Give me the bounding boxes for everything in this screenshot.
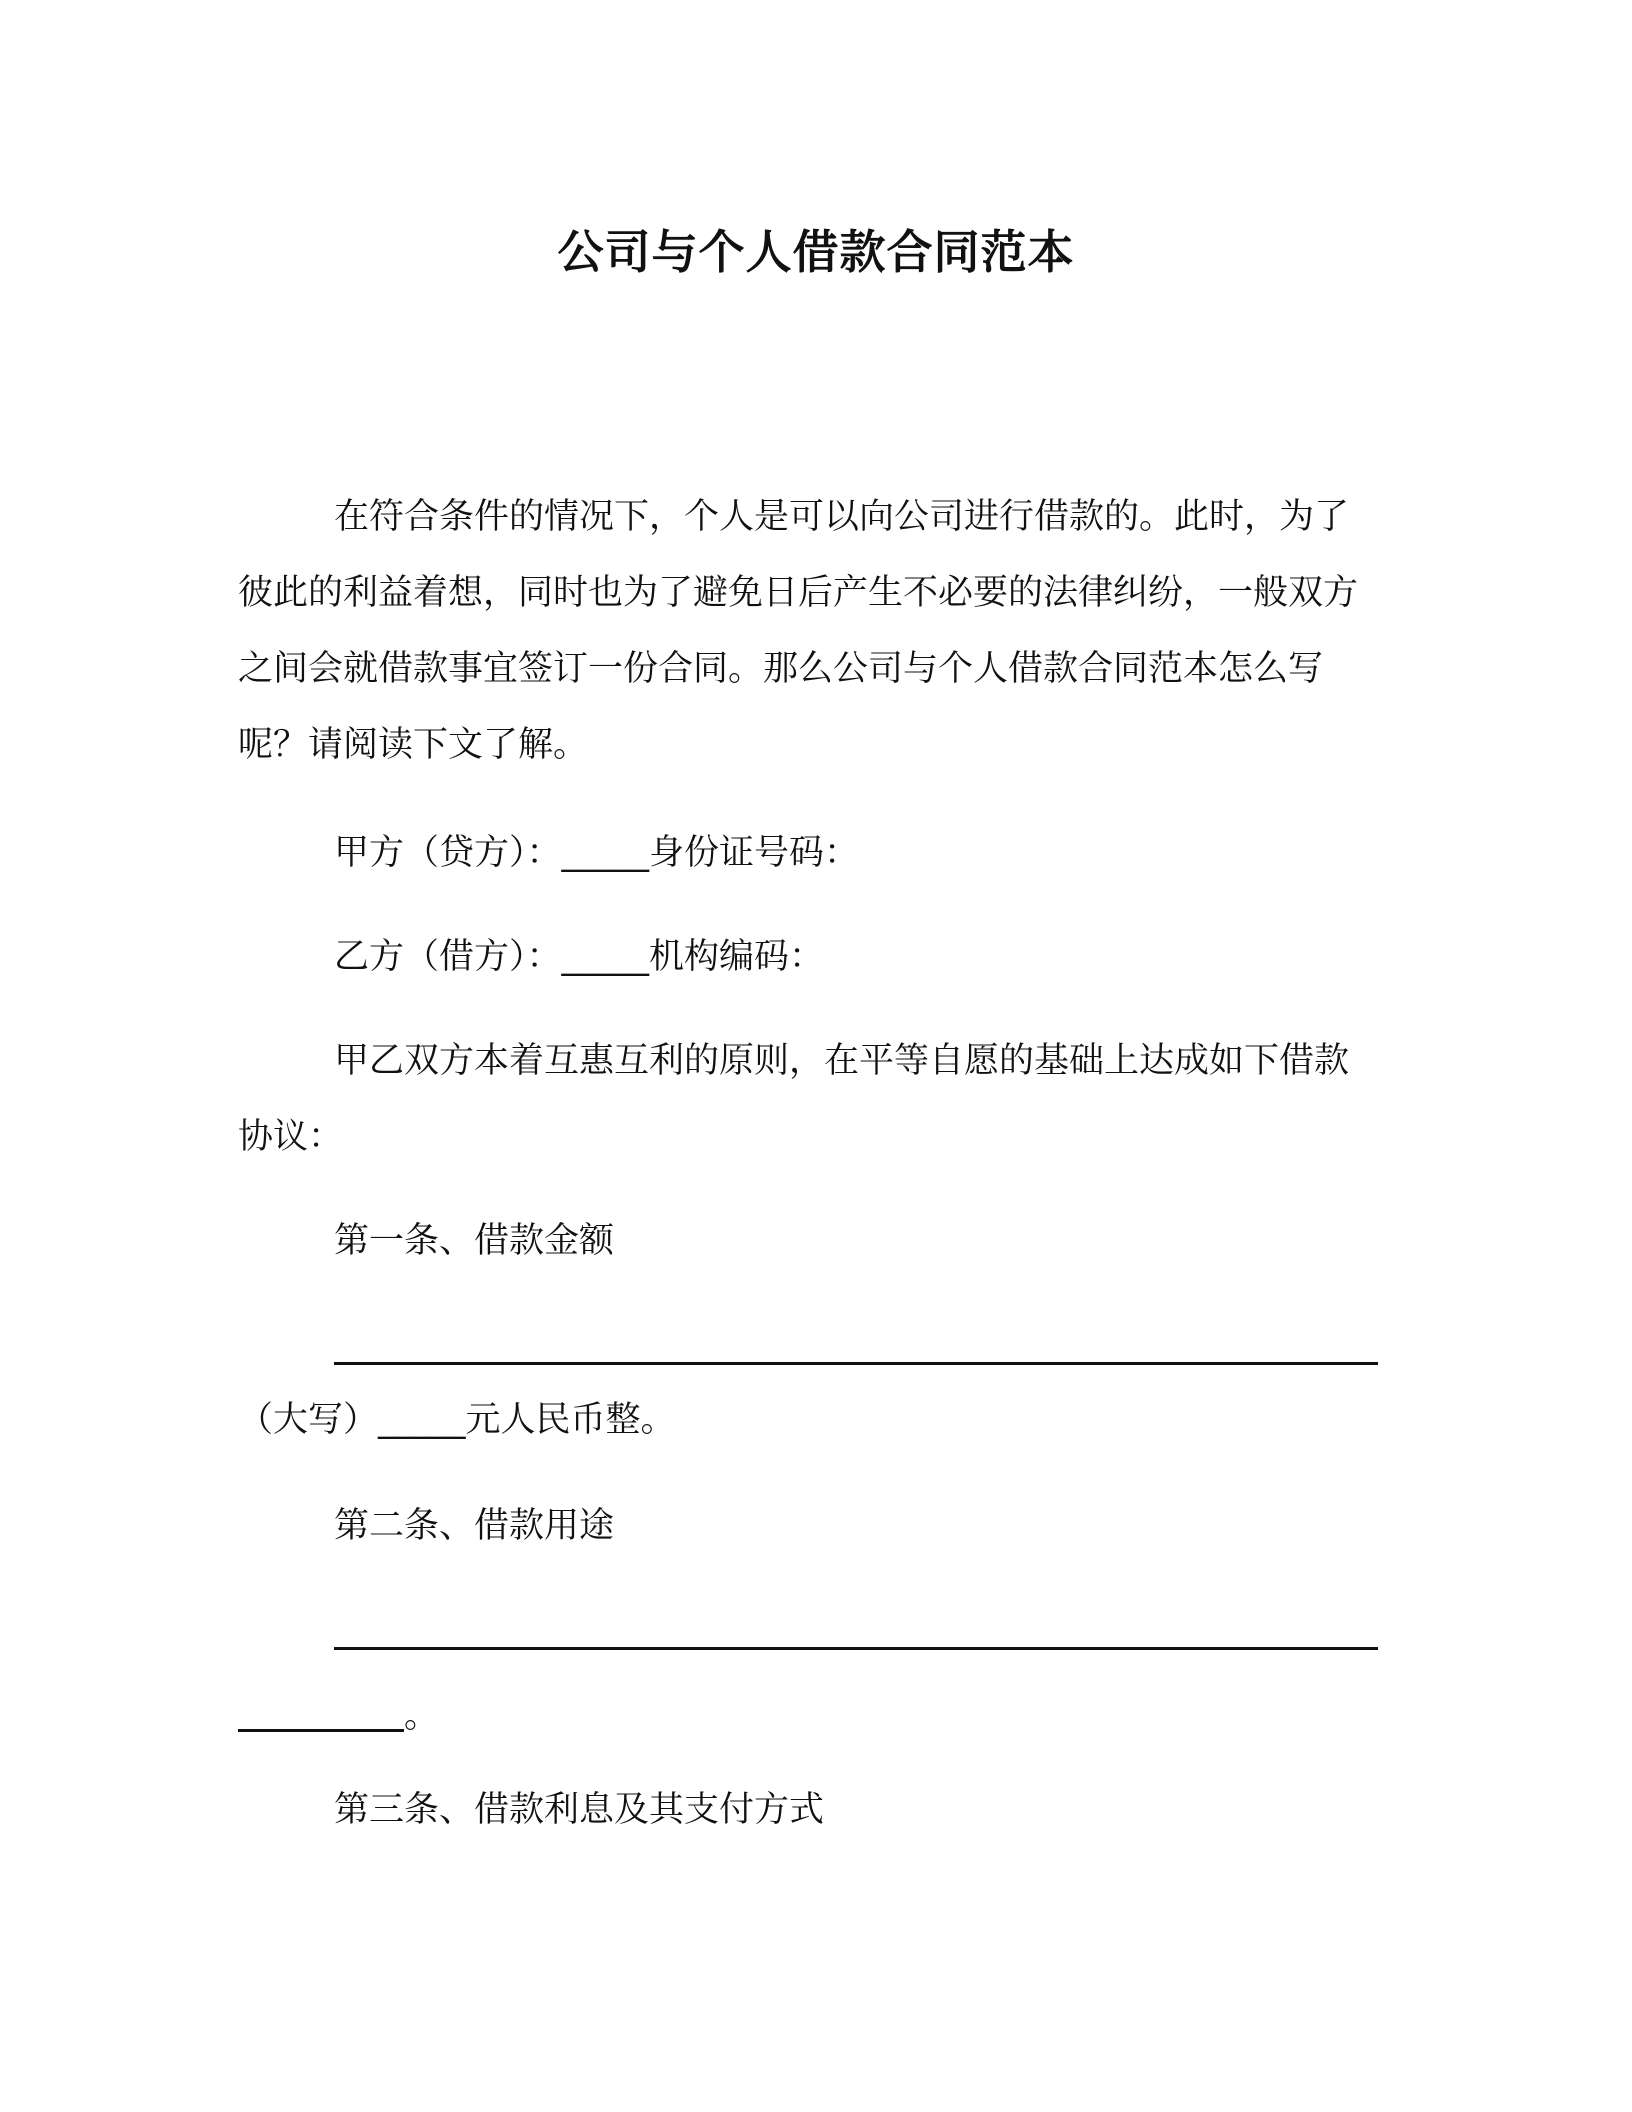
article-2-blank-line	[334, 1647, 1378, 1650]
article-1-amount-line: （大写）_____元人民币整。	[238, 1400, 676, 1440]
article-3-heading: 第三条、借款利息及其支付方式	[334, 1790, 825, 1830]
party-b-line: 乙方（借方）：_____机构编码：	[334, 937, 825, 977]
intro-paragraph: 在符合条件的情况下，个人是可以向公司进行借款的。此时，为了彼此的利益着想，同时也为了避免日后产生不必要的法律纠纷，一般双方之间会就借款事宜签订一份合同。那么公司与个人借款合同范本怎么写呢？请阅读下文了解。	[238, 497, 1359, 765]
agreement-intro-paragraph: 甲乙双方本着互惠互利的原则，在平等自愿的基础上达成如下借款协议：	[238, 1041, 1350, 1157]
article-2-heading: 第二条、借款用途	[334, 1506, 615, 1546]
article-1-blank-line	[334, 1362, 1378, 1365]
article-1-heading: 第一条、借款金额	[334, 1221, 615, 1261]
article-2-period: 。	[404, 1696, 440, 1736]
party-a-line: 甲方（贷方）：_____身份证号码：	[334, 833, 860, 873]
article-2-blank-line-short	[238, 1729, 404, 1732]
document-title: 公司与个人借款合同范本	[557, 225, 1075, 279]
